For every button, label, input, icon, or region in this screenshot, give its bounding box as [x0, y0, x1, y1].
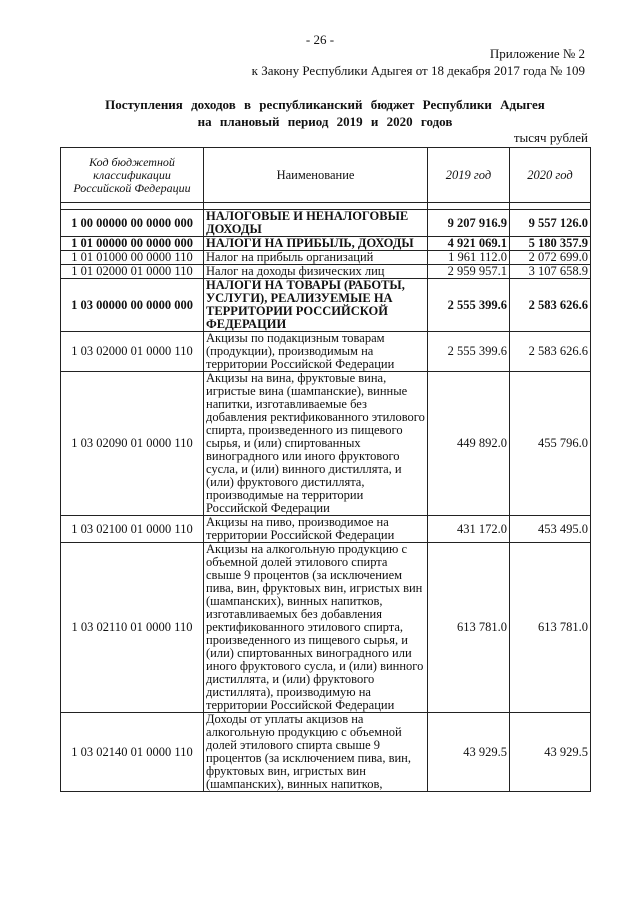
row-2020-value: 3 107 658.9: [510, 265, 591, 279]
row-name: НАЛОГИ НА ПРИБЫЛЬ, ДОХОДЫ: [204, 237, 428, 251]
header-name: Наименование: [204, 148, 428, 203]
table-header-row: [61, 148, 591, 203]
row-name: Акцизы на пиво, производимое на территории Российской Федерации: [204, 516, 428, 543]
row-code: 1 01 02000 01 0000 110: [61, 265, 204, 279]
row-2019-value: 2 555 399.6: [428, 332, 510, 372]
row-code: 1 03 02140 01 0000 110: [61, 713, 204, 792]
appendix-title: Приложение № 2: [489, 46, 585, 61]
row-name: Акцизы на вина, фруктовые вина, игристые вина (шампанские), винные напитки, изготавливаемые без добавления ректификованного этилового спирта, произведенного из пищевого сырья, и (или) спиртованных виноградного или иного фруктового сусла, и (или) винного дистиллята, и (или) фруктового дистиллята, производимые на территории Российской Федерации: [204, 372, 428, 516]
row-2019-value: 9 207 916.9: [428, 210, 510, 237]
row-2019-value: 2 959 957.1: [428, 265, 510, 279]
row-2020-value: 613 781.0: [510, 543, 591, 713]
row-name: Доходы от уплаты акцизов на алкогольную продукцию с объемной долей этилового спирта свыше 9 процентов (за исключением пива, вин, фруктовых вин, игристых вин (шампанских), винных напитков,: [204, 713, 428, 792]
row-2019-value: 431 172.0: [428, 516, 510, 543]
row-2019-value: 43 929.5: [428, 713, 510, 792]
header-2020: 2020 год: [510, 148, 591, 203]
row-2020-value: 2 583 626.6: [510, 279, 591, 332]
row-code: 1 03 02110 01 0000 110: [61, 543, 204, 713]
row-2019-value: 1 961 112.0: [428, 251, 510, 265]
row-name: Акцизы по подакцизным товарам (продукции), производимым на территории Российской Федерации: [204, 332, 428, 372]
row-2020-value: 2 583 626.6: [510, 332, 591, 372]
table-row: [61, 265, 591, 279]
row-2019-value: 613 781.0: [428, 543, 510, 713]
row-code: 1 01 00000 00 0000 000: [61, 237, 204, 251]
title-line-1: Поступления доходов в республиканский бюджет Республики Адыгея: [105, 97, 545, 112]
row-name: Налог на прибыль организаций: [204, 251, 428, 265]
row-code: 1 00 00000 00 0000 000: [61, 210, 204, 237]
title-line-2: на плановый период 2019 и 2020 годов: [197, 114, 453, 129]
header-2019: 2019 год: [428, 148, 510, 203]
table-row: [61, 543, 591, 713]
row-code: 1 01 01000 00 0000 110: [61, 251, 204, 265]
row-2019-value: 2 555 399.6: [428, 279, 510, 332]
header-code: Код бюджетной классификации Российской Федерации: [61, 148, 204, 203]
row-name: НАЛОГИ НА ТОВАРЫ (РАБОТЫ, УСЛУГИ), РЕАЛИЗУЕМЫЕ НА ТЕРРИТОРИИ РОССИЙСКОЙ ФЕДЕРАЦИИ: [204, 279, 428, 332]
row-2019-value: 4 921 069.1: [428, 237, 510, 251]
row-code: 1 03 00000 00 0000 000: [61, 279, 204, 332]
row-2020-value: 2 072 699.0: [510, 251, 591, 265]
page-number: - 26 -: [305, 32, 335, 47]
row-2020-value: 9 557 126.0: [510, 210, 591, 237]
appendix-reference: к Закону Республики Адыгея от 18 декабря 2017 года № 109: [251, 63, 585, 78]
row-2020-value: 453 495.0: [510, 516, 591, 543]
row-code: 1 03 02090 01 0000 110: [61, 372, 204, 516]
row-2020-value: 43 929.5: [510, 713, 591, 792]
table-row: [61, 713, 591, 792]
row-code: 1 03 02100 01 0000 110: [61, 516, 204, 543]
units-label: тысяч рублей: [513, 130, 588, 145]
row-2020-value: 5 180 357.9: [510, 237, 591, 251]
row-2020-value: 455 796.0: [510, 372, 591, 516]
table-row: [61, 210, 591, 237]
row-2019-value: 449 892.0: [428, 372, 510, 516]
row-name: Акцизы на алкогольную продукцию с объемной долей этилового спирта свыше 9 процентов (за исключением пива, вин, фруктовых вин, игристых вин (шампанских), винных напитков, изготавливаемых без добавления ректификованного этилового спирта, произведенного из пищевого сырья, и (или) спиртованных виноградного или иного фруктового сусла, и (или) винного дистиллята, и (или) фруктового дистиллята), производимую на территории Российской Федерации: [204, 543, 428, 713]
table-row: [61, 237, 591, 251]
row-name: Налог на доходы физических лиц: [204, 265, 428, 279]
table-row: [61, 279, 591, 332]
table-row: [61, 251, 591, 265]
table-row: [61, 372, 591, 516]
row-code: 1 03 02000 01 0000 110: [61, 332, 204, 372]
table-row: [61, 516, 591, 543]
revenue-table: [60, 147, 591, 792]
document-title: [70, 96, 580, 130]
row-name: НАЛОГОВЫЕ И НЕНАЛОГОВЫЕ ДОХОДЫ: [204, 210, 428, 237]
table-row: [61, 332, 591, 372]
